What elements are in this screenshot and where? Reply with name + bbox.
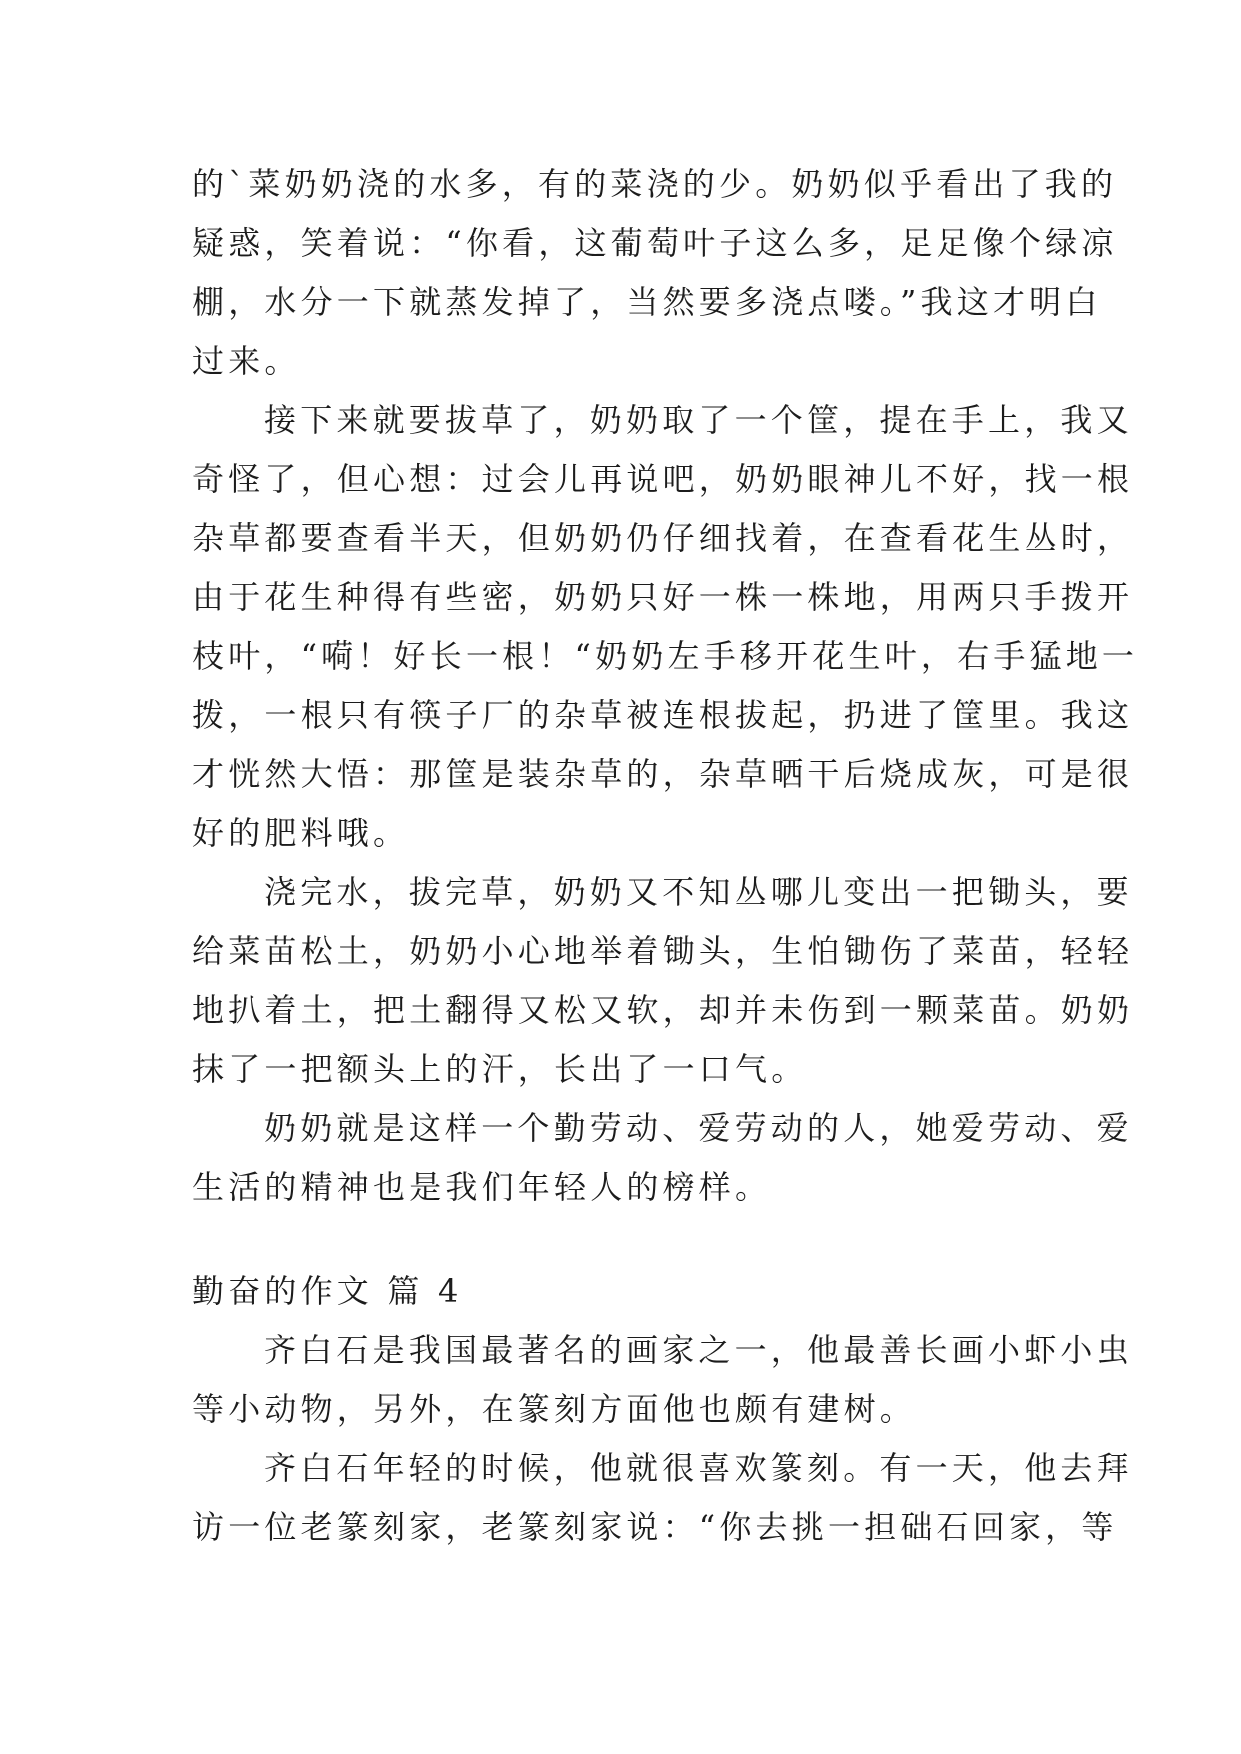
text-line: 拨，一根只有筷子厂的杂草被连根拔起，扔进了筐里。我这: [192, 696, 1134, 734]
text-line: 好的肥料哦。: [192, 814, 410, 852]
text-line: 才恍然大悟：那筐是装杂草的，杂草晒干后烧成灰，可是很: [192, 755, 1134, 793]
text-line: 棚，水分一下就蒸发掉了，当然要多浇点喽。”我这才明白: [192, 283, 1102, 321]
paragraph: [192, 1099, 1133, 1217]
text-line: 由于花生种得有些密，奶奶只好一株一株地，用两只手拨开: [192, 578, 1134, 616]
text-line: 等小动物，另外，在篆刻方面他也颇有建树。: [192, 1390, 917, 1428]
text-line: 抹了一把额头上的汗，长出了一口气。: [192, 1050, 808, 1088]
essay-4-section: [192, 1321, 1133, 1557]
text-line: 奇怪了，但心想：过会儿再说吧，奶奶眼神儿不好，找一根: [192, 460, 1134, 498]
paragraph: [192, 1439, 1133, 1557]
paragraph: [192, 391, 1139, 863]
text-line: 给菜苗松土，奶奶小心地举着锄头，生怕锄伤了菜苗，轻轻: [192, 932, 1134, 970]
text-line: 奶奶就是这样一个勤劳动、爱劳动的人，她爱劳动、爱: [264, 1109, 1133, 1147]
paragraph: [192, 155, 1118, 391]
text-line: 浇完水，拔完草，奶奶又不知丛哪儿变出一把锄头，要: [264, 873, 1133, 911]
text-line: 接下来就要拔草了，奶奶取了一个筐，提在手上，我又: [264, 401, 1133, 439]
paragraph: [192, 863, 1134, 1099]
text-line: 齐白石年轻的时候，他就很喜欢篆刻。有一天，他去拜: [264, 1449, 1133, 1487]
text-line: 生活的精神也是我们年轻人的榜样。: [192, 1168, 772, 1206]
paragraph: [192, 1321, 1133, 1439]
text-line: 疑惑，笑着说：“你看，这葡萄叶子这么多，足足像个绿凉: [192, 224, 1118, 262]
text-line: 过来。: [192, 342, 301, 380]
text-line: 地扒着土，把土翻得又松又软，却并未伤到一颗菜苗。奶奶: [192, 991, 1134, 1029]
text-line: 齐白石是我国最著名的画家之一，他最善长画小虾小虫: [264, 1331, 1133, 1369]
text-line: 枝叶，“嗬！好长一根！“奶奶左手移开花生叶，右手猛地一: [192, 637, 1139, 675]
text-line: 访一位老篆刻家，老篆刻家说：“你去挑一担础石回家，等: [192, 1508, 1118, 1546]
text-line: 杂草都要查看半天，但奶奶仍仔细找着，在查看花生丛时，: [192, 519, 1134, 557]
text-line: 的`菜奶奶浇的水多，有的菜浇的少。奶奶似乎看出了我的: [192, 165, 1118, 203]
section-heading: 勤奋的作文 篇 4: [192, 1272, 463, 1310]
essay-continued-section: [192, 155, 1139, 1217]
